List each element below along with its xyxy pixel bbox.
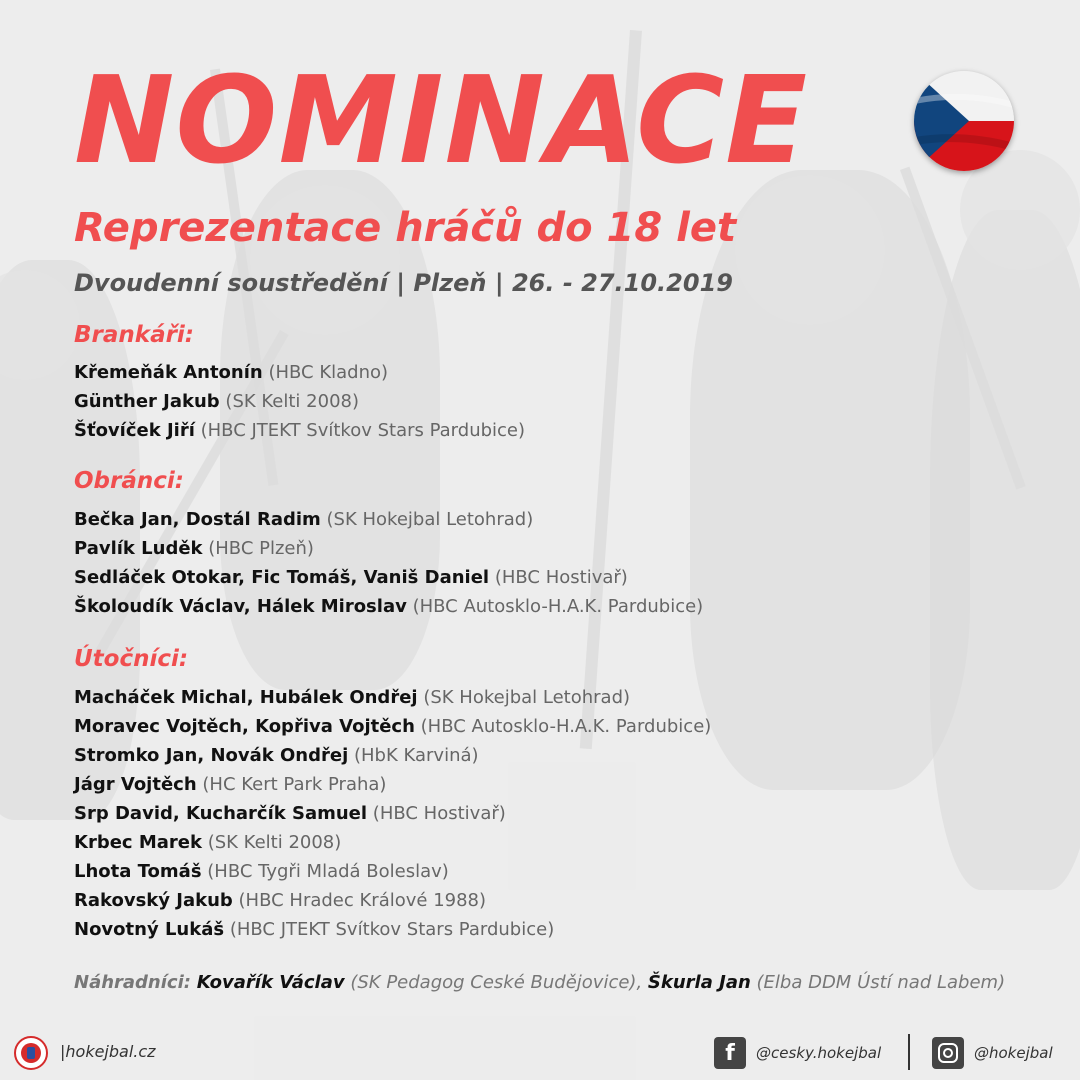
czech-flag-icon [914,71,1014,171]
player-names: Pavlík Luděk [74,538,203,559]
list-item [74,770,711,799]
list-item [74,828,711,857]
club-name: (HBC Autosklo-H.A.K. Pardubice) [420,716,712,737]
club-name: (HBC JTEKT Svítkov Stars Pardubice) [229,919,555,940]
list-item [74,799,711,828]
facebook-link[interactable] [714,1036,881,1070]
player-names: Günther Jakub [74,391,220,412]
list-item [74,857,711,886]
player-names: Jágr Vojtěch [74,774,197,795]
facebook-icon: f [714,1037,746,1069]
substitute-name: Škurla Jan [647,972,751,993]
substitute-club: (SK Pedagog Ceské Budějovice), [350,972,643,993]
player-names: Krbec Marek [74,832,202,853]
section-heading-goalies: Brankáři: [74,322,195,348]
player-names: Rakovský Jakub [74,890,233,911]
club-name: (HBC Hostivař) [494,567,628,588]
forwards-list [74,683,711,944]
club-name: (HBC Hostivař) [372,803,506,824]
instagram-icon [932,1037,964,1069]
list-item [74,741,711,770]
list-item [74,358,525,387]
section-heading-defenders: Obránci: [74,468,184,494]
list-item [74,712,711,741]
player-names: Srp David, Kucharčík Samuel [74,803,368,824]
club-name: (HBC Kladno) [268,362,389,383]
list-item [74,683,711,712]
club-name: (HC Kert Park Praha) [202,774,387,795]
player-names: Moravec Vojtěch, Kopřiva Vojtěch [74,716,415,737]
goalies-list [74,358,525,445]
player-names: Bečka Jan, Dostál Radim [74,509,321,530]
facebook-handle: @cesky.hokejbal [756,1044,882,1062]
club-name: (HBC Tygři Mladá Boleslav) [207,861,449,882]
club-name: (SK Kelti 2008) [225,391,359,412]
substitute-club: (Elba DDM Ústí nad Labem) [756,972,1006,993]
page-title: NOMINACE [74,52,809,191]
player-names: Školoudík Václav, Hálek Miroslav [74,596,407,617]
list-item [74,387,525,416]
list-item [74,886,711,915]
player-names: Sedláček Otokar, Fic Tomáš, Vaniš Daniel [74,567,490,588]
club-name: (HBC Hradec Králové 1988) [238,890,487,911]
club-name: (HBC Plzeň) [208,538,314,559]
substitute-name: Kovařík Václav [196,972,345,993]
list-item [74,505,703,534]
footer-divider [908,1034,910,1070]
list-item [74,592,703,621]
club-name: (HbK Karviná) [354,745,479,766]
list-item [74,915,711,944]
player-names: Stromko Jan, Novák Ondřej [74,745,349,766]
club-name: (SK Kelti 2008) [207,832,342,853]
section-heading-forwards: Útočníci: [74,646,189,672]
defenders-list [74,505,703,621]
club-name: (HBC Autosklo-H.A.K. Pardubice) [412,596,704,617]
list-item [74,534,703,563]
instagram-handle: @hokejbal [974,1044,1053,1062]
player-names: Šťovíček Jiří [74,420,195,441]
instagram-link[interactable] [932,1036,1053,1070]
club-name: (SK Hokejbal Letohrad) [423,687,631,708]
list-item [74,416,525,445]
club-name: (SK Hokejbal Letohrad) [326,509,534,530]
event-info: Dvoudenní soustředění | Plzeň | 26. - 27.10.2019 [74,269,733,297]
list-item [74,563,703,592]
player-names: Novotný Lukáš [74,919,225,940]
website-link[interactable]: |hokejbal.cz [60,1042,156,1061]
substitutes-line [74,968,1005,998]
player-names: Křemeňák Antonín [74,362,263,383]
player-names: Lhota Tomáš [74,861,202,882]
hokejbal-logo-icon[interactable] [14,1036,48,1070]
substitutes-label: Náhradníci: [74,972,191,993]
club-name: (HBC JTEKT Svítkov Stars Pardubice) [200,420,526,441]
page-subtitle: Reprezentace hráčů do 18 let [74,205,737,251]
player-names: Macháček Michal, Hubálek Ondřej [74,687,418,708]
